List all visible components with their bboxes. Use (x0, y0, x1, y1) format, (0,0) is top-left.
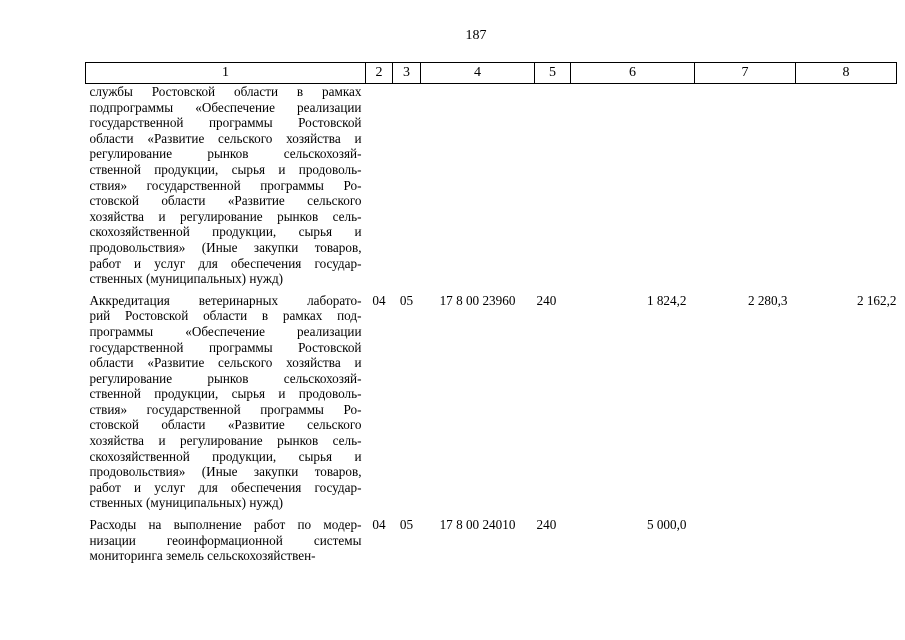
row-description (86, 287, 366, 511)
description-line: рий Ростовской области в рамках под- (89, 308, 362, 324)
amount-year-1: 5 000,0 (646, 517, 687, 533)
description-line: Аккредитация ветеринарных лаборато- (89, 292, 362, 308)
section-code (366, 84, 393, 287)
table-body (86, 84, 897, 564)
description-line: службы Ростовской области в рамках (89, 84, 362, 99)
description-line: хозяйства и регулирование рынков сель- (89, 208, 362, 224)
table-header-row (86, 63, 897, 84)
page-number: 187 (465, 28, 487, 43)
amount-year-1: 1 824,2 (646, 292, 687, 308)
description-line: регулирование рынков сельскохозяй- (89, 146, 362, 162)
description-line: ственной продукции, сырья и продоволь- (89, 161, 362, 177)
description-line: ствия» государственной программы Ро- (89, 177, 362, 193)
description-line: области «Развитие сельского хозяйства и (89, 130, 362, 146)
table-row (86, 287, 897, 511)
section-code: 04 (372, 292, 386, 308)
budget-table (85, 62, 897, 564)
column-header-4: 4 (421, 63, 535, 84)
column-header-5: 5 (535, 63, 571, 84)
table-row (86, 511, 897, 564)
description-line: государственной программы Ростовской (89, 339, 362, 355)
description-line: государственной программы Ростовской (89, 115, 362, 131)
description-line: ственной продукции, сырья и продоволь- (89, 386, 362, 402)
description-line: стовской области «Развитие сельского (89, 417, 362, 433)
amount-year-3 (796, 84, 897, 287)
description-line: регулирование рынков сельскохозяй- (89, 370, 362, 386)
description-line: работ и услуг для обеспечения государ- (89, 255, 362, 271)
description-line: продовольствия» (Иные закупки товаров, (89, 239, 362, 255)
amount-year-2: 2 280,3 (747, 292, 788, 308)
description-line: стовской области «Развитие сельского (89, 193, 362, 209)
description-line: ственных (муниципальных) нужд) (89, 271, 284, 287)
amount-year-3: 2 162,2 (856, 292, 897, 308)
description-line: ственных (муниципальных) нужд) (89, 495, 284, 511)
subsection-code: 05 (399, 517, 414, 533)
table-row (86, 84, 897, 287)
description-line: скохозяйственной продукции, сырья и (89, 448, 362, 464)
target-article-code: 17 8 00 23960 (439, 292, 516, 308)
description-line: Расходы на выполнение работ по модер- (89, 517, 362, 533)
expense-type-code (535, 84, 571, 287)
description-line: программы «Обеспечение реализации (89, 323, 362, 339)
target-article-code (421, 84, 535, 287)
subsection-code: 05 (399, 292, 414, 308)
column-header-7: 7 (695, 63, 796, 84)
column-header-6: 6 (571, 63, 695, 84)
column-header-1: 1 (86, 63, 366, 84)
column-header-3: 3 (393, 63, 421, 84)
amount-year-1 (571, 84, 695, 287)
description-line: скохозяйственной продукции, сырья и (89, 224, 362, 240)
description-line: области «Развитие сельского хозяйства и (89, 355, 362, 371)
column-header-2: 2 (366, 63, 393, 84)
expense-type-code: 240 (536, 517, 557, 533)
target-article-code: 17 8 00 24010 (439, 517, 516, 533)
amount-year-3 (796, 511, 897, 564)
section-code: 04 (372, 517, 386, 533)
description-line: работ и услуг для обеспечения государ- (89, 479, 362, 495)
amount-year-2 (695, 84, 796, 287)
description-line: хозяйства и регулирование рынков сель- (89, 433, 362, 449)
description-line: мониторинга земель сельскохозяйствен- (89, 548, 316, 564)
amount-year-2 (695, 511, 796, 564)
description-line: низации геоинформационной системы (89, 532, 362, 548)
description-line: продовольствия» (Иные закупки товаров, (89, 464, 362, 480)
subsection-code (393, 84, 421, 287)
description-line: подпрограммы «Обеспечение реализации (89, 99, 362, 115)
description-line: ствия» государственной программы Ро- (89, 401, 362, 417)
expense-type-code: 240 (536, 292, 557, 308)
column-header-8: 8 (796, 63, 897, 84)
row-description (86, 511, 366, 564)
row-description (86, 84, 366, 287)
